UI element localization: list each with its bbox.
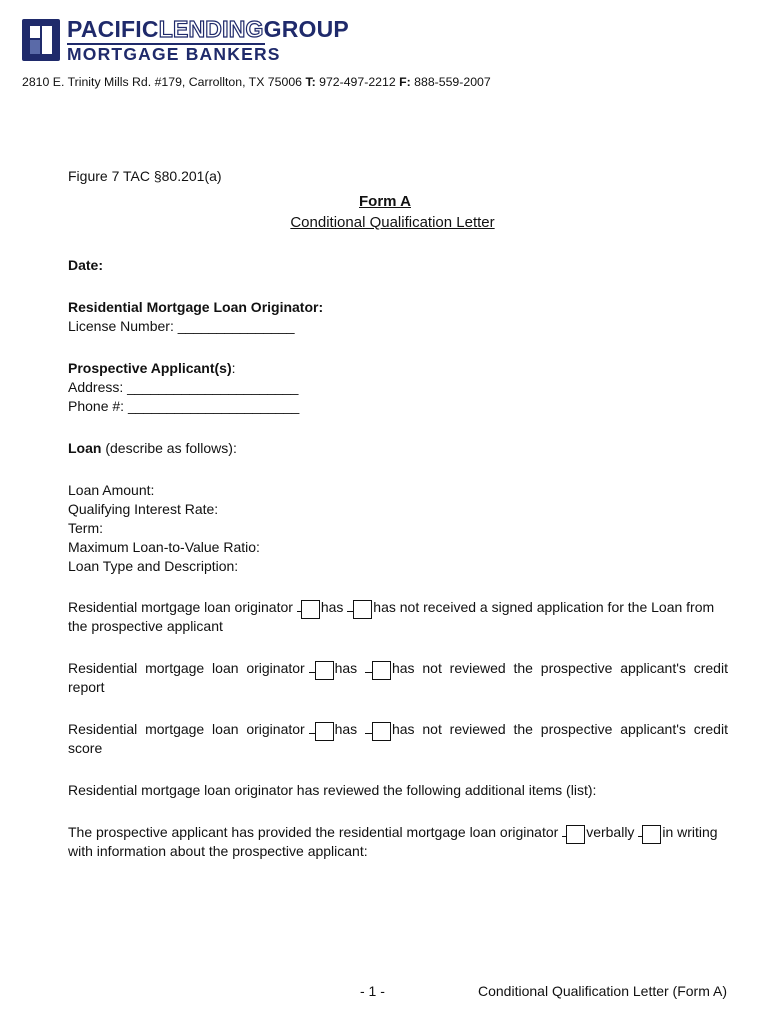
logo-word-pacific: PACIFIC (67, 16, 159, 42)
telephone-label: T: (305, 75, 316, 89)
page-number: - 1 - (360, 983, 385, 999)
fax-label: F: (399, 75, 411, 89)
term-label: Term: (68, 520, 103, 536)
applicant-address-field (68, 378, 298, 397)
originator-heading: Residential Mortgage Loan Originator: (68, 299, 324, 315)
loan-type-label: Loan Type and Description: (68, 558, 239, 574)
has-not-received-application-checkbox[interactable] (353, 600, 372, 619)
statement-signed-application-cont: the prospective applicant (68, 618, 223, 634)
applicant-phone-field (68, 397, 299, 416)
statement-credit-report: Residential mortgage loan originator has has not reviewed the prospective applicant's credit (68, 659, 728, 680)
form-subtitle: Conditional Qualification Letter (290, 214, 495, 231)
has-reviewed-credit-report-checkbox[interactable] (315, 661, 334, 680)
statement-information-provided-cont: with information about the prospective applicant: (68, 843, 368, 859)
footer-title: Conditional Qualification Letter (Form A) (478, 983, 727, 999)
has-not-reviewed-credit-report-checkbox[interactable] (372, 661, 391, 680)
provided-in-writing-checkbox[interactable] (642, 825, 661, 844)
statement-credit-score: Residential mortgage loan originator has has not reviewed the prospective applicant's credit (68, 720, 728, 741)
street-address: 2810 E. Trinity Mills Rd. #179, Carrollton, TX 75006 (22, 75, 306, 89)
logo-word-lending: LENDING (158, 16, 264, 42)
applicant-address-label: Address: (68, 379, 128, 395)
license-number-field (68, 317, 295, 336)
company-logo-mark (22, 19, 60, 61)
has-received-application-checkbox[interactable] (301, 600, 320, 619)
applicant-phone-blank: ______________________ (127, 398, 300, 414)
interest-rate-label: Qualifying Interest Rate: (68, 501, 219, 517)
statement-additional-items: Residential mortgage loan originator has reviewed the following additional items (list): (68, 782, 597, 798)
license-number-label: License Number: (68, 318, 178, 334)
applicant-heading: Prospective Applicant(s): (68, 360, 236, 376)
fax-number: 888-559-2007 (410, 75, 491, 89)
applicant-address-blank: ______________________ (127, 379, 299, 395)
statement-information-provided: The prospective applicant has provided the residential mortgage loan originator verbally in writing (68, 823, 718, 844)
loan-heading: Loan (describe as follows): (68, 440, 237, 456)
applicant-phone-label: Phone #: (68, 398, 128, 414)
has-reviewed-credit-score-checkbox[interactable] (315, 722, 334, 741)
has-not-reviewed-credit-score-checkbox[interactable] (372, 722, 391, 741)
statement-credit-report-cont: report (68, 679, 105, 695)
figure-reference: Figure 7 TAC §80.201(a) (68, 168, 222, 184)
logo-word-group: GROUP (263, 16, 349, 42)
statement-signed-application: Residential mortgage loan originator has has not received a signed application for the Loan from (68, 598, 714, 619)
date-label: Date: (68, 257, 104, 273)
license-number-blank: _______________ (177, 318, 295, 334)
provided-verbally-checkbox[interactable] (566, 825, 585, 844)
ltv-ratio-label: Maximum Loan-to-Value Ratio: (68, 539, 260, 555)
telephone-number: 972-497-2212 (315, 75, 400, 89)
company-name (67, 16, 349, 43)
loan-amount-label: Loan Amount: (68, 482, 155, 498)
statement-credit-score-cont: score (68, 740, 103, 756)
company-address (22, 75, 491, 89)
form-title: Form A (359, 193, 411, 210)
company-tagline: MORTGAGE BANKERS (67, 44, 281, 64)
